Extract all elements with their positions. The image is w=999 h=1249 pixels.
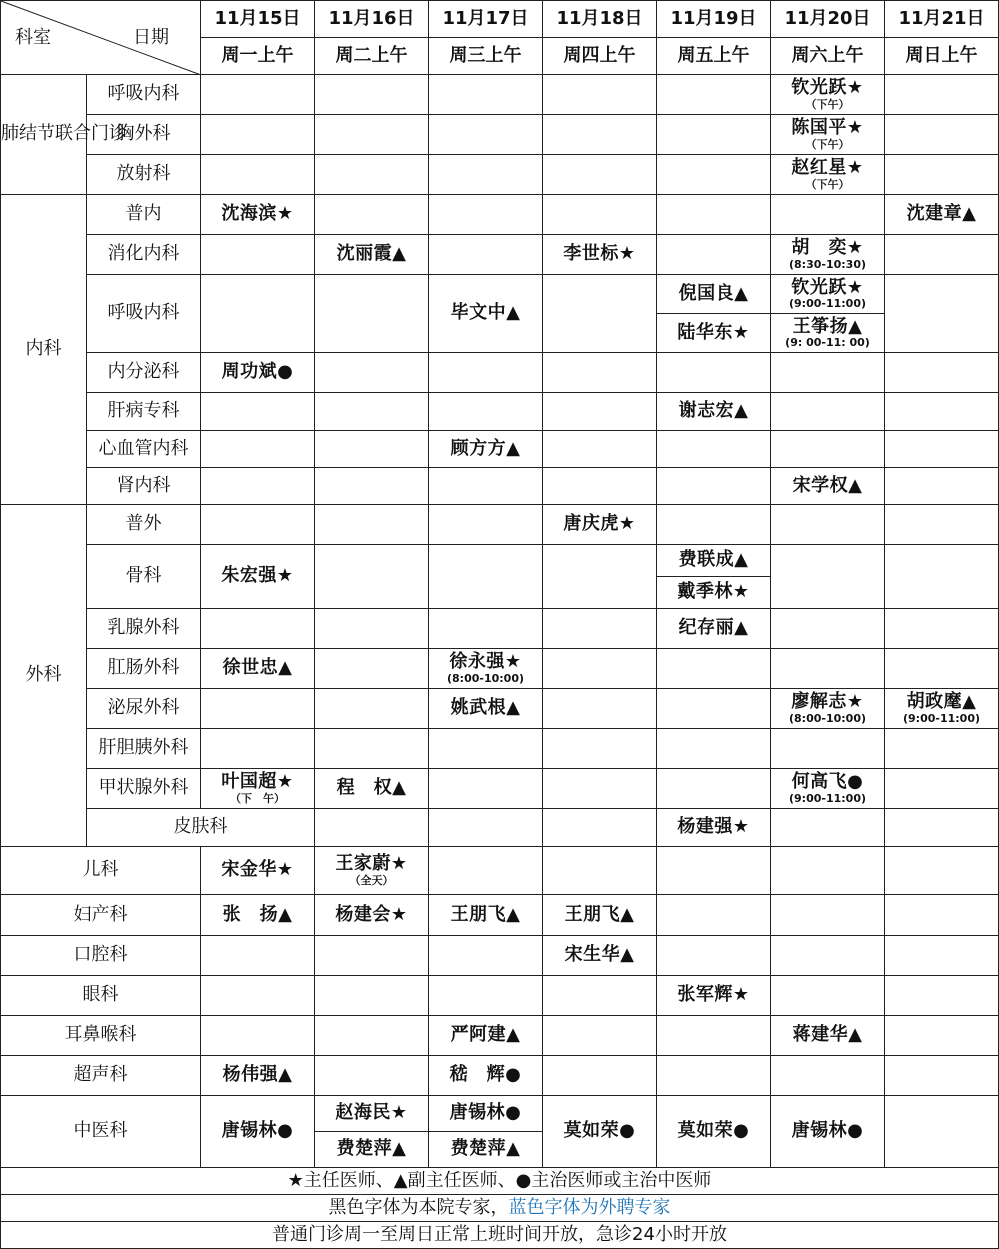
dept-label: 消化内科	[87, 235, 201, 275]
schedule-cell	[429, 235, 543, 275]
schedule-cell	[543, 1016, 657, 1056]
doctor-name: 胡政麾▲	[906, 691, 977, 713]
schedule-cell	[429, 75, 543, 115]
time-note: (8:00-10:00)	[447, 671, 524, 685]
schedule-cell	[885, 1016, 999, 1056]
schedule-cell: 程 权▲	[315, 769, 429, 809]
schedule-cell	[543, 545, 657, 609]
dept-label: 儿科	[1, 847, 201, 895]
schedule-cell	[543, 75, 657, 115]
time-note: (9:00-11:00)	[903, 711, 980, 725]
schedule-cell	[315, 609, 429, 649]
schedule-cell	[429, 936, 543, 976]
schedule-cell	[885, 275, 999, 353]
schedule-cell	[885, 809, 999, 847]
schedule-cell	[315, 353, 429, 393]
dept-label: 眼科	[1, 976, 201, 1016]
dept-label: 乳腺外科	[87, 609, 201, 649]
schedule-cell	[771, 505, 885, 545]
schedule-cell	[657, 1056, 771, 1096]
dept-label: 中医科	[1, 1096, 201, 1168]
schedule-cell	[885, 1056, 999, 1096]
schedule-cell	[885, 769, 999, 809]
doctor-name: 王家蔚★	[335, 853, 408, 875]
schedule-cell	[771, 393, 885, 431]
schedule-cell	[543, 649, 657, 689]
group-surgery: 外科	[1, 505, 87, 847]
doctor-name: 钦光跃★	[791, 77, 864, 99]
schedule-cell	[315, 809, 429, 847]
schedule-cell	[315, 431, 429, 468]
schedule-cell	[885, 235, 999, 275]
schedule-cell	[771, 155, 885, 195]
schedule-cell: 王朋飞▲	[429, 895, 543, 936]
schedule-cell	[543, 155, 657, 195]
schedule-cell: 陆华东★	[657, 314, 771, 353]
schedule-cell: 宋学权▲	[771, 468, 885, 505]
dept-label: 呼吸内科	[87, 75, 201, 115]
schedule-cell: 张 扬▲	[201, 895, 315, 936]
schedule-cell	[543, 847, 657, 895]
schedule-cell: 唐锡林●	[201, 1096, 315, 1168]
doctor-name: 胡 奕★	[791, 237, 864, 259]
schedule-cell	[315, 976, 429, 1016]
schedule-cell: 嵇 辉●	[429, 1056, 543, 1096]
schedule-cell	[885, 689, 999, 729]
date-header: 11月19日	[657, 1, 771, 38]
doctor-name: 王筝扬▲	[792, 315, 863, 337]
schedule-cell	[429, 468, 543, 505]
schedule-cell	[771, 769, 885, 809]
schedule-cell	[885, 545, 999, 609]
schedule-cell	[429, 353, 543, 393]
schedule-cell	[429, 847, 543, 895]
schedule-cell	[201, 1016, 315, 1056]
doctor-name: 钦光跃★	[791, 276, 864, 298]
schedule-cell	[771, 729, 885, 769]
time-note: （下午）	[805, 137, 850, 151]
schedule-cell	[201, 729, 315, 769]
doctor-name: 何高飞●	[791, 771, 864, 793]
schedule-cell	[657, 353, 771, 393]
schedule-cell: 费联成▲	[657, 545, 771, 577]
schedule-cell	[315, 729, 429, 769]
schedule-cell	[885, 75, 999, 115]
schedule-cell	[201, 235, 315, 275]
schedule-cell	[771, 115, 885, 155]
schedule-cell	[429, 545, 543, 609]
schedule-cell	[315, 155, 429, 195]
schedule-cell	[657, 769, 771, 809]
dept-label: 骨科	[87, 545, 201, 609]
time-note: (8:30-10:30)	[789, 257, 866, 271]
schedule-cell	[315, 545, 429, 609]
schedule-cell	[543, 195, 657, 235]
schedule-cell	[657, 729, 771, 769]
schedule-cell	[657, 155, 771, 195]
schedule-cell	[771, 649, 885, 689]
schedule-cell	[201, 75, 315, 115]
dept-label: 妇产科	[1, 895, 201, 936]
schedule-cell: 沈建章▲	[885, 195, 999, 235]
schedule-cell: 谢志宏▲	[657, 393, 771, 431]
schedule-cell	[771, 936, 885, 976]
schedule-cell	[543, 393, 657, 431]
corner-date-label: 日期	[133, 27, 169, 48]
date-header: 11月15日	[201, 1, 315, 38]
schedule-cell	[771, 809, 885, 847]
schedule-cell	[657, 1016, 771, 1056]
doctor-name: 廖解志★	[791, 691, 864, 713]
dept-label: 肝胆胰外科	[87, 729, 201, 769]
schedule-cell	[315, 115, 429, 155]
schedule-cell	[885, 431, 999, 468]
schedule-cell: 费楚萍▲	[429, 1132, 543, 1168]
schedule-cell	[429, 115, 543, 155]
dept-label: 甲状腺外科	[87, 769, 201, 809]
schedule-cell: 倪国良▲	[657, 275, 771, 314]
schedule-cell	[657, 649, 771, 689]
dept-label: 肝病专科	[87, 393, 201, 431]
schedule-cell: 徐世忠▲	[201, 649, 315, 689]
date-header: 11月20日	[771, 1, 885, 38]
time-note: （下 午）	[230, 791, 285, 805]
time-note: (9: 00-11: 00)	[785, 336, 870, 350]
schedule-cell	[543, 729, 657, 769]
schedule-cell	[315, 195, 429, 235]
schedule-cell	[885, 505, 999, 545]
schedule-cell	[201, 689, 315, 729]
schedule-cell	[657, 195, 771, 235]
schedule-cell	[429, 769, 543, 809]
doctor-name: 徐永强★	[449, 651, 522, 673]
schedule-cell	[201, 431, 315, 468]
schedule-cell	[885, 353, 999, 393]
schedule-cell	[885, 468, 999, 505]
schedule-cell	[771, 275, 885, 314]
dept-label: 普内	[87, 195, 201, 235]
dept-label: 肛肠外科	[87, 649, 201, 689]
schedule-cell: 周功斌●	[201, 353, 315, 393]
schedule-cell	[771, 609, 885, 649]
day-header: 周一上午	[201, 38, 315, 75]
schedule-cell	[657, 468, 771, 505]
schedule-cell	[771, 353, 885, 393]
schedule-cell	[201, 155, 315, 195]
schedule-cell	[885, 649, 999, 689]
color-note-black: 黑色字体为本院专家，	[328, 1196, 509, 1218]
doctor-name: 赵红星★	[791, 157, 864, 179]
schedule-cell: 沈海滨★	[201, 195, 315, 235]
schedule-cell: 蒋建华▲	[771, 1016, 885, 1056]
dept-label: 呼吸内科	[87, 275, 201, 353]
dept-label: 超声科	[1, 1056, 201, 1096]
schedule-cell	[885, 115, 999, 155]
day-header: 周六上午	[771, 38, 885, 75]
schedule-cell	[543, 1056, 657, 1096]
schedule-cell	[201, 275, 315, 353]
schedule-cell: 李世标★	[543, 235, 657, 275]
schedule-cell	[315, 275, 429, 353]
date-header: 11月18日	[543, 1, 657, 38]
schedule-cell	[885, 155, 999, 195]
schedule-cell	[885, 729, 999, 769]
schedule-cell: 赵海民★	[315, 1096, 429, 1132]
time-note: (9:00-11:00)	[789, 791, 866, 805]
schedule-cell: 姚武根▲	[429, 689, 543, 729]
schedule-cell: 唐锡林●	[771, 1096, 885, 1168]
color-note	[1, 1195, 999, 1222]
schedule-cell: 纪存丽▲	[657, 609, 771, 649]
schedule-cell	[429, 729, 543, 769]
schedule-cell	[201, 769, 315, 809]
schedule-cell	[315, 75, 429, 115]
dept-label: 肾内科	[87, 468, 201, 505]
schedule-cell: 唐庆虎★	[543, 505, 657, 545]
schedule-cell: 毕文中▲	[429, 275, 543, 353]
doctor-name: 叶国超★	[221, 771, 294, 793]
time-note: （全天）	[349, 873, 394, 887]
schedule-cell	[657, 689, 771, 729]
schedule-cell	[657, 75, 771, 115]
schedule-cell	[771, 847, 885, 895]
day-header: 周五上午	[657, 38, 771, 75]
time-note: (8:00-10:00)	[789, 711, 866, 725]
schedule-cell	[543, 275, 657, 353]
dept-label: 口腔科	[1, 936, 201, 976]
corner-dept-label: 科室	[15, 27, 51, 48]
schedule-cell: 张军辉★	[657, 976, 771, 1016]
schedule-cell	[315, 689, 429, 729]
schedule-cell: 朱宏强★	[201, 545, 315, 609]
schedule-cell: 严阿建▲	[429, 1016, 543, 1056]
dept-label: 放射科	[87, 155, 201, 195]
schedule-cell	[657, 895, 771, 936]
day-header: 周四上午	[543, 38, 657, 75]
schedule-cell	[771, 195, 885, 235]
schedule-cell	[885, 393, 999, 431]
schedule-cell: 沈丽霞▲	[315, 235, 429, 275]
group-lung-nodule: 肺结节联合门诊	[1, 75, 87, 195]
schedule-cell	[543, 809, 657, 847]
schedule-cell	[543, 353, 657, 393]
schedule-cell	[543, 769, 657, 809]
schedule-cell	[315, 393, 429, 431]
schedule-cell	[201, 609, 315, 649]
schedule-cell	[885, 1096, 999, 1168]
schedule-cell	[657, 235, 771, 275]
schedule-cell	[429, 649, 543, 689]
time-note: （下午）	[805, 97, 850, 111]
schedule-cell	[771, 314, 885, 353]
corner-header	[1, 1, 201, 75]
schedule-cell: 杨建会★	[315, 895, 429, 936]
schedule-cell	[771, 431, 885, 468]
day-header: 周日上午	[885, 38, 999, 75]
schedule-cell	[315, 468, 429, 505]
schedule-cell: 宋生华▲	[543, 936, 657, 976]
schedule-cell: 唐锡林●	[429, 1096, 543, 1132]
schedule-cell: 杨伟强▲	[201, 1056, 315, 1096]
schedule-cell	[429, 505, 543, 545]
schedule-cell	[429, 809, 543, 847]
schedule-cell	[771, 895, 885, 936]
schedule-cell	[771, 976, 885, 1016]
date-header: 11月21日	[885, 1, 999, 38]
schedule-cell	[201, 505, 315, 545]
schedule-cell	[771, 545, 885, 609]
schedule-cell	[543, 468, 657, 505]
legend-text: ★主任医师、▲副主任医师、●主治医师或主治中医师	[1, 1168, 999, 1195]
schedule-cell	[885, 847, 999, 895]
hours-note: 普通门诊周一至周日正常上班时间开放，急诊24小时开放	[1, 1222, 999, 1249]
schedule-cell	[657, 847, 771, 895]
date-header: 11月16日	[315, 1, 429, 38]
schedule-cell: 顾方方▲	[429, 431, 543, 468]
schedule-cell	[543, 431, 657, 468]
time-note: (9:00-11:00)	[789, 297, 866, 311]
schedule-cell	[429, 195, 543, 235]
schedule-cell	[543, 115, 657, 155]
schedule-cell	[429, 155, 543, 195]
group-internal: 内科	[1, 195, 87, 505]
schedule-cell	[771, 689, 885, 729]
date-header: 11月17日	[429, 1, 543, 38]
schedule-cell	[657, 505, 771, 545]
day-header: 周三上午	[429, 38, 543, 75]
schedule-cell	[315, 1016, 429, 1056]
schedule-cell	[429, 609, 543, 649]
schedule-cell: 杨建强★	[657, 809, 771, 847]
schedule-cell: 戴季林★	[657, 577, 771, 609]
dept-label: 胸外科	[87, 115, 201, 155]
dept-label: 心血管内科	[87, 431, 201, 468]
schedule-cell	[201, 936, 315, 976]
schedule-cell: 莫如荣●	[543, 1096, 657, 1168]
schedule-cell	[771, 1056, 885, 1096]
schedule-cell	[543, 976, 657, 1016]
schedule-cell	[429, 976, 543, 1016]
schedule-cell: 王朋飞▲	[543, 895, 657, 936]
schedule-cell	[885, 609, 999, 649]
schedule-cell	[771, 235, 885, 275]
schedule-cell	[315, 936, 429, 976]
schedule-cell	[315, 1056, 429, 1096]
schedule-cell	[201, 393, 315, 431]
dept-label: 内分泌科	[87, 353, 201, 393]
schedule-cell	[885, 936, 999, 976]
schedule-cell	[657, 431, 771, 468]
dept-label: 泌尿外科	[87, 689, 201, 729]
schedule-cell	[543, 689, 657, 729]
schedule-cell	[771, 75, 885, 115]
schedule-cell	[315, 649, 429, 689]
schedule-cell	[885, 895, 999, 936]
schedule-cell: 莫如荣●	[657, 1096, 771, 1168]
color-note-blue: 蓝色字体为外聘专家	[508, 1196, 671, 1218]
day-header: 周二上午	[315, 38, 429, 75]
dept-label: 耳鼻喉科	[1, 1016, 201, 1056]
doctor-name: 陈国平★	[791, 117, 864, 139]
schedule-cell	[429, 393, 543, 431]
schedule-cell	[315, 847, 429, 895]
schedule-cell	[657, 936, 771, 976]
schedule-cell	[657, 115, 771, 155]
schedule-cell	[543, 609, 657, 649]
time-note: （下午）	[805, 177, 850, 191]
schedule-cell	[201, 468, 315, 505]
schedule-cell	[201, 976, 315, 1016]
dept-label: 普外	[87, 505, 201, 545]
dept-label: 皮肤科	[87, 809, 315, 847]
schedule-cell: 费楚萍▲	[315, 1132, 429, 1168]
schedule-cell	[315, 505, 429, 545]
schedule-cell	[885, 976, 999, 1016]
schedule-cell: 宋金华★	[201, 847, 315, 895]
schedule-cell	[201, 115, 315, 155]
